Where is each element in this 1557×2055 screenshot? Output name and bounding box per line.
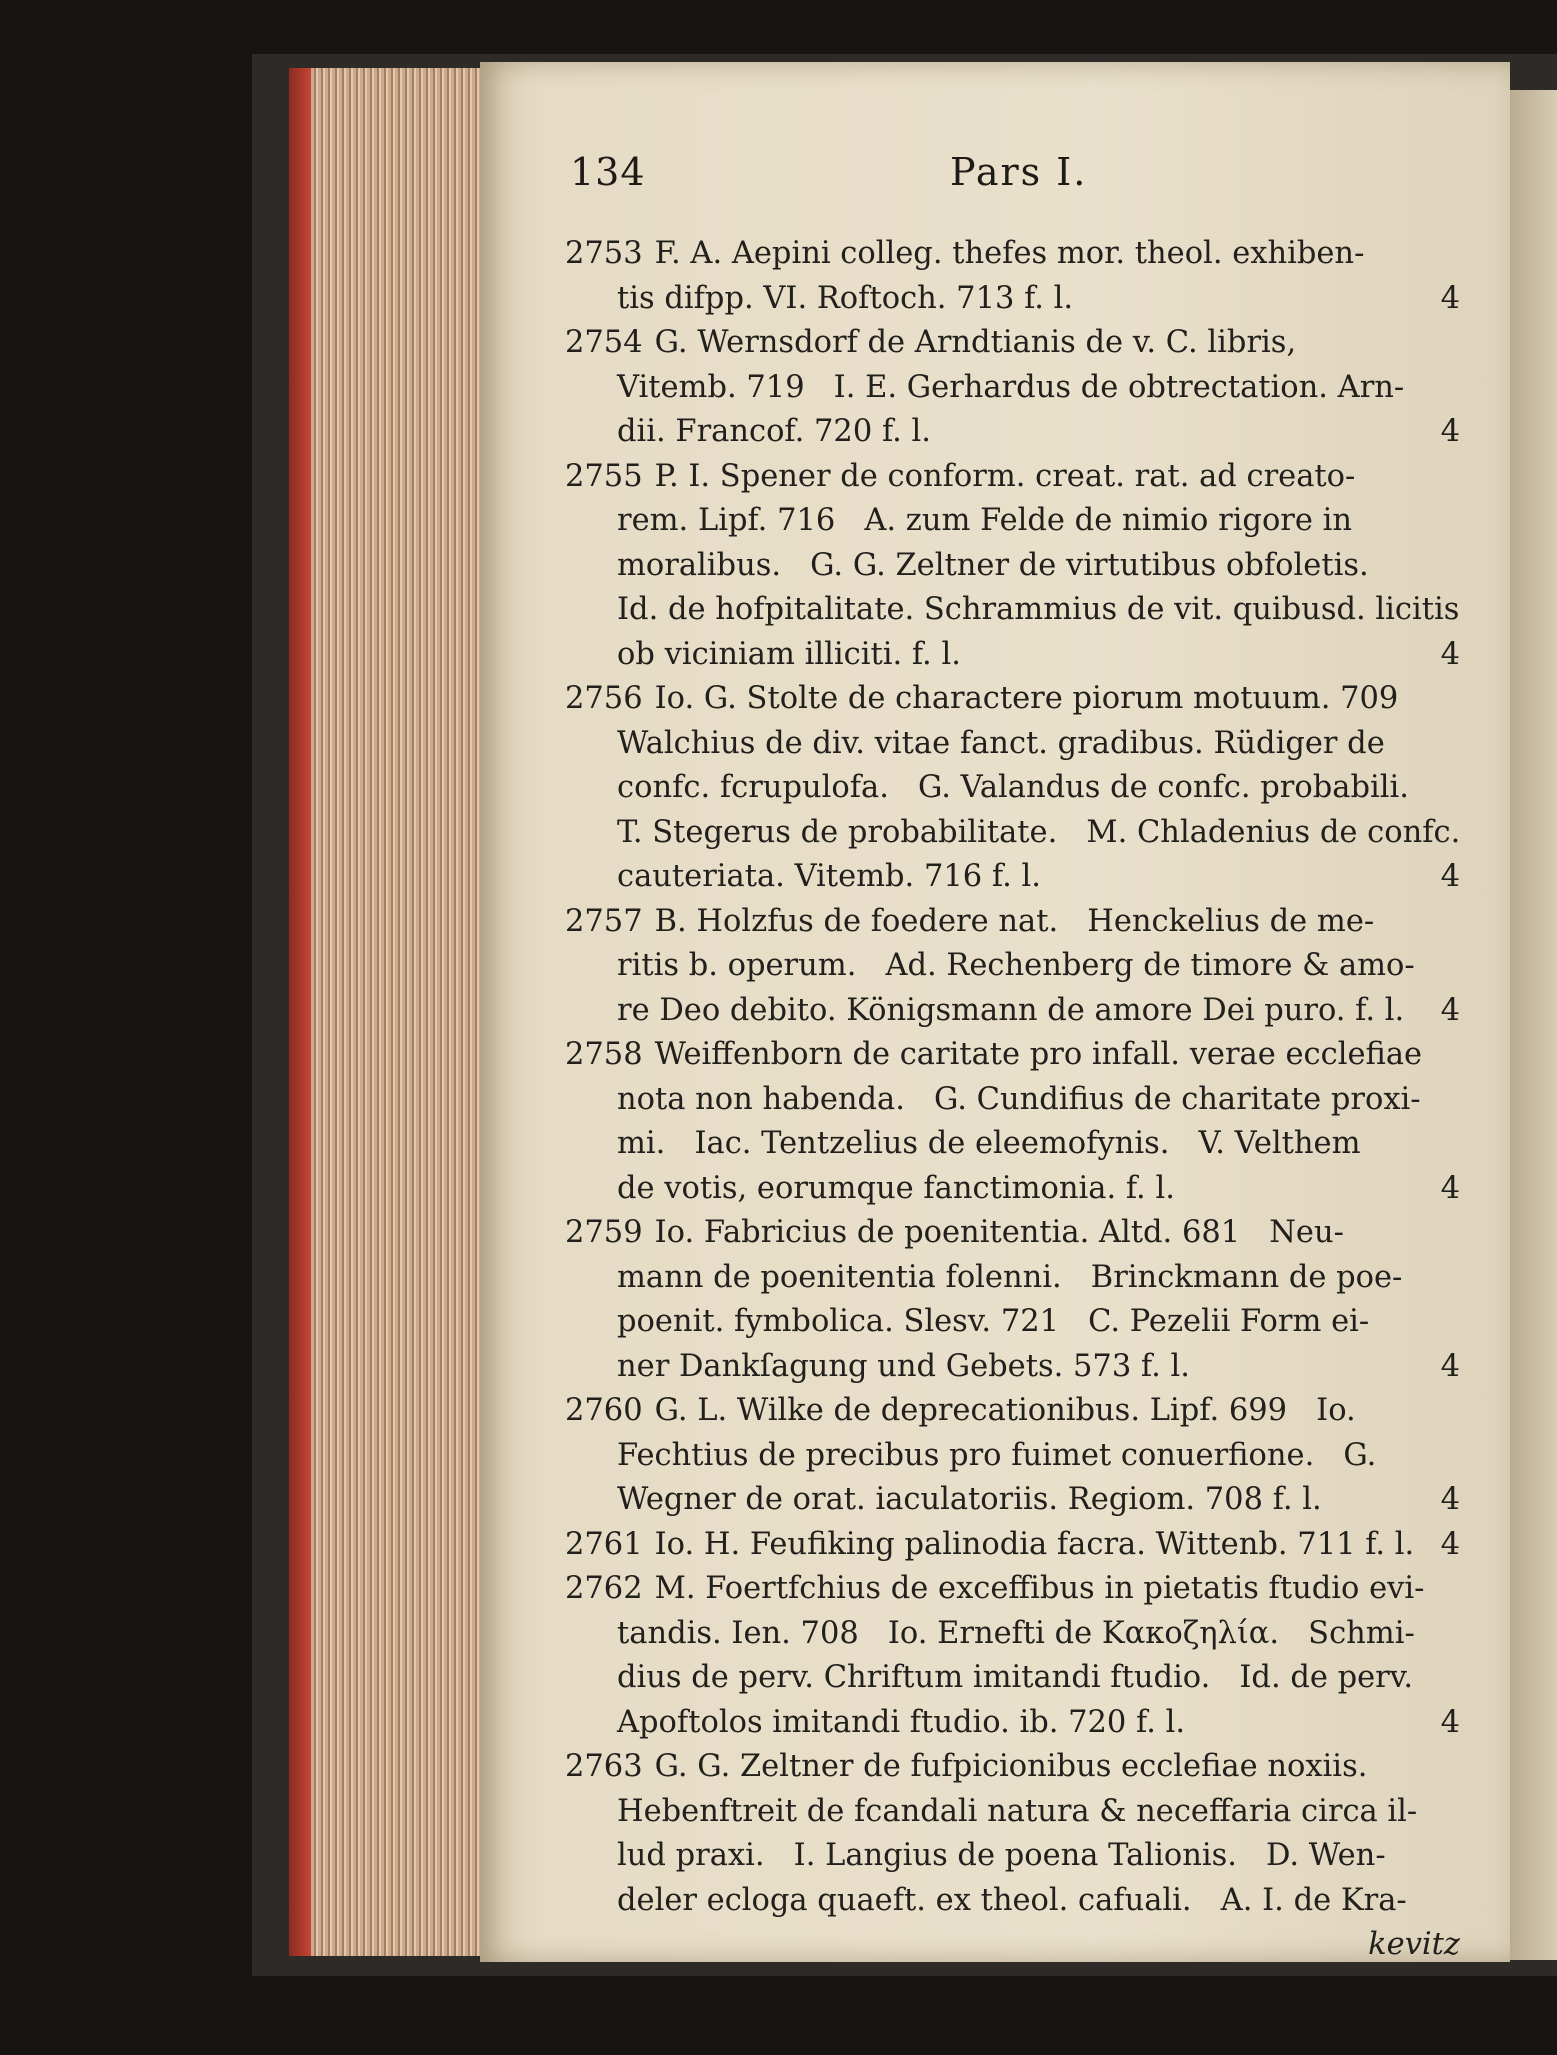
entry-text: lud praxi. I. Langius de poena Talionis. D. Wen- (617, 1838, 1386, 1873)
entry-text: de votis, eorumque fanctimonia. f. l. (617, 1170, 1175, 1206)
entry-line (565, 321, 1460, 366)
entry-line (565, 811, 1460, 856)
entry-text: T. Stegerus de probabilitate. M. Chladenius de confc. (617, 814, 1460, 850)
entry-line (565, 410, 1460, 455)
page-edges (305, 68, 501, 1956)
catalog-entry (565, 232, 1460, 321)
entry-text: B. Holzfus de foedere nat. Henckelius de me- (654, 903, 1375, 939)
entry-price: 4 (1440, 1526, 1460, 1562)
entry-line (565, 1345, 1460, 1390)
entry-text: tis difpp. VI. Roftoch. 713 f. l. (617, 280, 1074, 316)
entry-number: 2763 (565, 1749, 643, 1784)
entry-number: 2758 (565, 1037, 643, 1072)
entry-text: Weiffenborn de caritate pro infall. verae ecclefiae (654, 1037, 1423, 1072)
entry-line (565, 1656, 1460, 1701)
catalog-entry (565, 1211, 1460, 1389)
entry-text: dius de perv. Chriftum imitandi ftudio. Id. de perv. (617, 1660, 1414, 1695)
entry-number: 2754 (565, 325, 643, 360)
entry-text: ner Dankſagung und Gebets. 573 f. l. (617, 1348, 1190, 1384)
entry-text: re Deo debito. Königsmann de amore Dei puro. f. l. (617, 992, 1405, 1028)
entry-number: 2762 (565, 1571, 643, 1606)
entry-line (565, 1612, 1460, 1657)
entry-line (565, 766, 1460, 811)
entry-price: 4 (1440, 280, 1460, 316)
entry-text: G. L. Wilke de deprecationibus. Lipf. 699 Io. (654, 1393, 1356, 1428)
entry-line (565, 277, 1460, 322)
entry-text: Io. H. Feufiking palinodia facra. Wittenb. 711 f. l. (654, 1526, 1415, 1562)
entry-price: 4 (1440, 859, 1460, 894)
page-header (570, 150, 1090, 210)
entry-text: ob viciniam illiciti. f. l. (617, 636, 961, 672)
entry-line (565, 633, 1460, 678)
entry-text: Hebenftreit de fcandali natura & neceffaria circa il- (617, 1793, 1418, 1829)
entry-text: mann de poenitentia folenni. Brinckmann de poe- (617, 1259, 1403, 1295)
entry-text: Wegner de orat. iaculatoriis. Regiom. 708 f. l. (617, 1482, 1322, 1517)
catalog-entry (565, 1523, 1460, 1568)
entry-price: 4 (1440, 1482, 1460, 1517)
catalog-entry (565, 677, 1460, 900)
entry-line (565, 1790, 1460, 1835)
entry-price: 4 (1440, 1704, 1460, 1740)
entry-number: 2753 (565, 236, 643, 271)
entry-line (565, 1256, 1460, 1301)
catchword-text: kevitz (1368, 1927, 1460, 1962)
entry-text: P. I. Spener de conform. creat. rat. ad creato- (654, 458, 1356, 494)
entry-text: F. A. Aepini colleg. thefes mor. theol. exhiben- (654, 236, 1365, 271)
entry-text: Vitemb. 719 I. E. Gerhardus de obtrectation. Arn- (617, 369, 1405, 405)
page-number: 134 (570, 150, 646, 194)
entry-line (565, 232, 1460, 277)
entry-line (565, 1300, 1460, 1345)
running-head: Pars I. (950, 150, 1088, 194)
catalog-entry (565, 1745, 1460, 1923)
entry-price: 4 (1440, 414, 1460, 449)
entry-number: 2756 (565, 681, 643, 716)
entry-text: G. Wernsdorf de Arndtianis de v. C. libris, (654, 325, 1297, 360)
entry-text: dii. Francof. 720 f. l. (617, 414, 931, 449)
entry-line (565, 1078, 1460, 1123)
entry-text: poenit. fymbolica. Slesv. 721 C. Pezelii Form ei- (617, 1304, 1370, 1339)
entry-line (565, 1478, 1460, 1523)
entry-text: nota non habenda. G. Cundifius de charitate proxi- (617, 1081, 1421, 1117)
entry-text: mi. Iac. Tentzelius de eleemofynis. V. Velthem (617, 1126, 1361, 1161)
entry-price: 4 (1440, 636, 1460, 672)
entry-line (565, 1567, 1460, 1612)
entry-line (565, 455, 1460, 500)
entry-line (565, 722, 1460, 767)
entry-text: moralibus. G. G. Zeltner de virtutibus obfoletis. (617, 547, 1369, 583)
entry-number: 2761 (565, 1526, 643, 1562)
facing-page-edge (1510, 90, 1557, 1960)
entry-text: G. G. Zeltner de fufpicionibus ecclefiae noxiis. (654, 1749, 1368, 1784)
entry-text: cauteriata. Vitemb. 716 f. l. (617, 859, 1041, 894)
entry-line (565, 1122, 1460, 1167)
entry-text: Fechtius de precibus pro fuimet conuerfione. G. (617, 1437, 1377, 1473)
entry-number: 2757 (565, 903, 643, 939)
entry-price: 4 (1440, 1170, 1460, 1206)
entry-text: confc. fcrupulofa. G. Valandus de confc. probabili. (617, 770, 1409, 805)
catchword (565, 1923, 1460, 1968)
entry-text: Walchius de div. vitae fanct. gradibus. Rüdiger de (617, 725, 1385, 761)
entry-text: Io. G. Stolte de charactere piorum motuum. 709 (654, 681, 1399, 716)
entry-text: rem. Lipf. 716 A. zum Felde de nimio rigore in (617, 503, 1353, 538)
entry-line (565, 989, 1460, 1034)
entry-text: Apoftolos imitandi ftudio. ib. 720 f. l. (617, 1704, 1186, 1740)
entry-text: Id. de hofpitalitate. Schrammius de vit. quibusd. licitis (617, 592, 1460, 627)
entry-line (565, 944, 1460, 989)
entry-line (565, 1389, 1460, 1434)
catalog-entry (565, 900, 1460, 1034)
entry-price: 4 (1440, 1348, 1460, 1384)
entry-price: 4 (1440, 992, 1460, 1028)
entry-line (565, 366, 1460, 411)
entry-line (565, 499, 1460, 544)
entry-text: ritis b. operum. Ad. Rechenberg de timore & amo- (617, 948, 1415, 983)
entry-line (565, 1434, 1460, 1479)
entry-line (565, 1834, 1460, 1879)
entry-line (565, 900, 1460, 945)
entry-line (565, 1879, 1460, 1924)
entry-text: tandis. Ien. 708 Io. Ernefti de Κακοζηλία. Schmi- (617, 1615, 1415, 1651)
entry-line (565, 677, 1460, 722)
entry-number: 2759 (565, 1215, 643, 1250)
entry-line (565, 1167, 1460, 1212)
catalog-entry (565, 1389, 1460, 1523)
entry-line (565, 1701, 1460, 1746)
entry-line (565, 855, 1460, 900)
entry-line (565, 1745, 1460, 1790)
entry-text: M. Foertfchius de exceffibus in pietatis ftudio evi- (654, 1571, 1425, 1606)
entry-number: 2755 (565, 458, 643, 494)
catalog-entry (565, 455, 1460, 678)
entry-line (565, 1211, 1460, 1256)
entry-line (565, 544, 1460, 589)
entry-text: Io. Fabricius de poenitentia. Altd. 681 Neu- (654, 1215, 1344, 1250)
entry-number: 2760 (565, 1393, 643, 1428)
entry-text: deler ecloga quaeft. ex theol. cafuali. A. I. de Kra- (617, 1882, 1407, 1918)
catalog-text (565, 232, 1460, 1968)
catalog-entry (565, 1567, 1460, 1745)
entry-line (565, 1033, 1460, 1078)
catalog-entry (565, 1033, 1460, 1211)
catalog-entry (565, 321, 1460, 455)
entry-line (565, 588, 1460, 633)
entry-line (565, 1523, 1460, 1568)
